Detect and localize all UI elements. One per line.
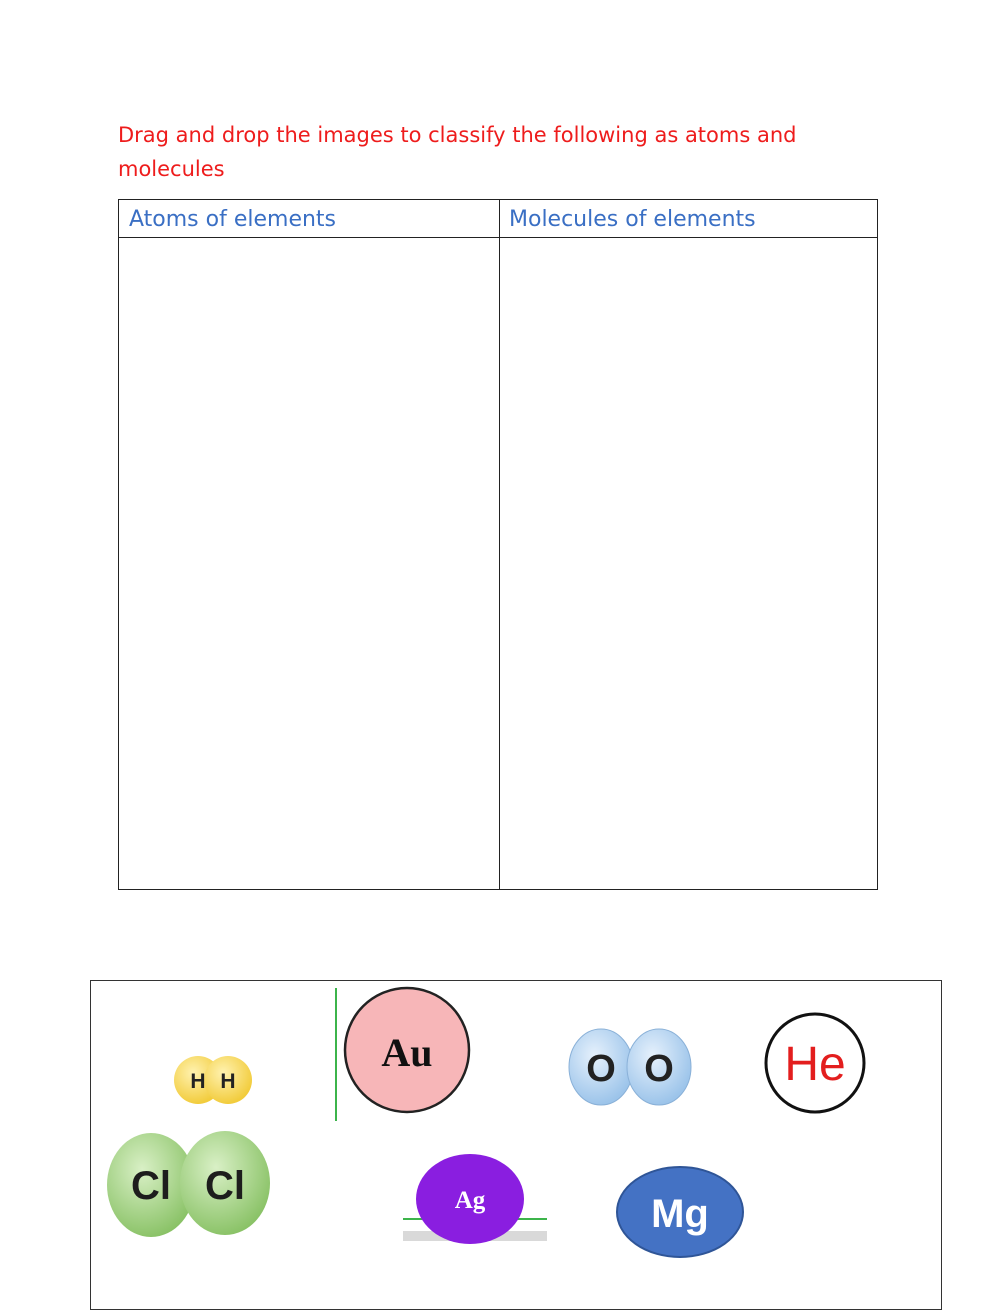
atoms-column-header: Atoms of elements [129, 207, 337, 232]
hydrogen-label-right: H [220, 1070, 236, 1093]
oxygen-label-right: O [644, 1048, 674, 1090]
chlorine-molecule-card[interactable] [105, 1129, 275, 1249]
hydrogen-label-left: H [190, 1070, 206, 1093]
oxygen-label-left: O [586, 1048, 616, 1090]
instructions-line-2: molecules [118, 157, 225, 181]
image-tray [90, 980, 942, 1310]
molecules-drop-zone[interactable] [500, 238, 878, 889]
instructions-line-1: Drag and drop the images to classify the following as atoms and [118, 123, 797, 147]
silver-atom-card[interactable] [403, 1153, 549, 1245]
classification-table [118, 199, 878, 890]
gold-atom-card[interactable] [335, 986, 495, 1126]
helium-label: He [784, 1038, 846, 1091]
helium-atom-card[interactable] [763, 1011, 873, 1116]
atoms-drop-zone[interactable] [119, 238, 499, 889]
hydrogen-molecule-card[interactable] [171, 1046, 261, 1116]
gold-label: Au [381, 1030, 433, 1075]
magnesium-label: Mg [651, 1192, 709, 1236]
chlorine-label-left: Cl [131, 1164, 171, 1208]
molecules-column-header: Molecules of elements [509, 207, 756, 232]
instructions [118, 118, 878, 186]
oxygen-molecule-card[interactable] [567, 1021, 697, 1121]
silver-label: Ag [454, 1187, 486, 1214]
chlorine-label-right: Cl [205, 1164, 245, 1208]
magnesium-atom-card[interactable] [615, 1165, 747, 1261]
